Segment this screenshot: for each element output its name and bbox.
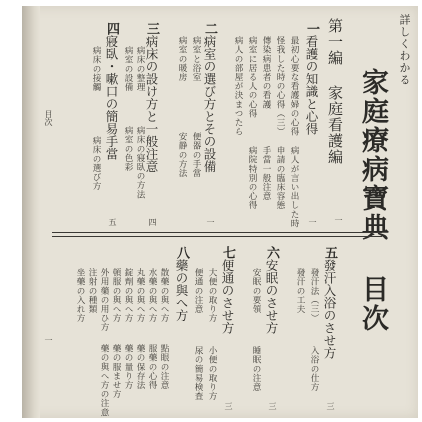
toc-item: 頓服の與へ方: [111, 268, 121, 323]
chapter-title: 病床の設け方と一般注意: [144, 35, 159, 173]
chapter-number: 八: [174, 246, 189, 259]
page-number: 四: [148, 218, 157, 226]
toc-item: 最初心要な看護婦の心得: [289, 36, 299, 137]
toc-item: 病室と浴室: [191, 36, 201, 82]
toc-item: 錠劑の與へ方: [123, 268, 133, 323]
toc-item: 小便の取り方: [207, 346, 217, 401]
toc-item: 怪我した時の心得（三）: [275, 36, 285, 137]
toc-item: 服藥の心得: [147, 344, 157, 390]
chapter-5: [323, 246, 337, 359]
page-number: 一: [308, 218, 317, 226]
toc-item: 坐藥の入れ方: [75, 268, 85, 323]
page-title: 家庭療病寶典 目次: [357, 68, 388, 333]
toc-item: 病室の暖房: [177, 36, 187, 82]
chapter-7: [221, 246, 235, 334]
toc-item: 外用藥の用ひ方: [99, 268, 109, 332]
chapter-number: 一: [304, 22, 319, 35]
toc-item: 發汗法（三）: [309, 268, 319, 323]
chapter-title: 病室の選び方とその設備: [202, 35, 217, 173]
toc-item: 散藥の與へ方: [159, 268, 169, 323]
chapter-title: 寢臥・嗽口の簡易手當: [104, 35, 119, 160]
page-number: 一: [206, 218, 215, 226]
chapter-number: 四: [104, 22, 119, 35]
toc-item: 水藥の與へ方: [147, 268, 157, 323]
page-number: 三: [224, 402, 233, 410]
part-page-number: 一: [334, 216, 343, 224]
part-title: 家庭看護編: [326, 85, 344, 165]
toc-item: 手當一般注意: [261, 146, 271, 201]
toc-item: 病人が言い出した時: [289, 146, 299, 228]
chapter-title: 看護の知識と心得: [304, 35, 319, 135]
toc-item: 病床の接觸: [91, 46, 101, 92]
chapter-4: [105, 22, 119, 160]
toc-item: 病室に居る人の心得: [247, 36, 257, 118]
toc-item: 病床の選び方: [91, 136, 101, 191]
toc-item: 申請の臨床容態: [275, 146, 285, 210]
toc-item: 尿の簡易検査: [193, 346, 203, 401]
chapter-2: [203, 22, 217, 173]
toc-item: 注射の種類: [87, 268, 97, 314]
toc-item: 病床の整理: [135, 46, 145, 92]
page-number: 三: [326, 402, 335, 410]
section-divider-thin: [52, 236, 382, 237]
toc-item: 藥の保存法: [135, 344, 145, 390]
toc-item: 點眼の注意: [159, 344, 169, 390]
toc-item: 安静の方法: [177, 132, 187, 178]
toc-item: 病院特別の心得: [247, 146, 257, 210]
toc-item: 睡眠の注意: [251, 346, 261, 392]
chapter-title: 安眠のさせ方: [264, 259, 279, 334]
toc-item: 病室の色彩: [123, 126, 133, 172]
toc-item: 藥の服ませ方: [111, 344, 121, 399]
page-number: 五: [108, 218, 117, 226]
folio-number: 一: [44, 336, 53, 344]
toc-item: 藥の與へ方の注意: [99, 344, 109, 417]
toc-item: 大便の取り方: [207, 268, 217, 323]
chapter-1: [305, 22, 319, 135]
toc-item: 便通の注意: [193, 268, 203, 314]
chapter-title: 發汗入浴のさせ方: [322, 259, 337, 359]
toc-item: 便器の手當: [191, 132, 201, 178]
toc-item: 病床の寢臥の方法: [135, 126, 145, 199]
page-gutter-shadow: [22, 6, 40, 418]
running-head: 目次: [44, 110, 53, 126]
toc-item: 藥の量り方: [123, 344, 133, 390]
chapter-8: [175, 246, 189, 322]
subtitle: 詳しくわかる: [398, 14, 411, 86]
chapter-title: 便通のさせ方: [220, 259, 235, 334]
chapter-number: 五: [322, 246, 337, 259]
chapter-number: 二: [202, 22, 217, 35]
toc-item: 病人の部屋が決まつたら: [233, 36, 243, 137]
toc-item: 病室の設備: [123, 46, 133, 92]
chapter-number: 六: [264, 246, 279, 259]
toc-item: 發汗の工夫: [295, 268, 305, 314]
part-label: 第一編: [326, 18, 344, 66]
page-number: 三: [268, 402, 277, 410]
toc-item: 入浴の仕方: [309, 346, 319, 392]
toc-item: 丸藥の與へ方: [135, 268, 145, 323]
section-divider: [52, 232, 382, 233]
chapter-3: [145, 22, 159, 173]
chapter-number: 三: [144, 22, 159, 35]
book-page: [22, 6, 418, 418]
toc-item: 安眠の要領: [251, 268, 261, 314]
part-heading: [327, 18, 342, 165]
toc-item: 傳染病患者の看護: [261, 36, 271, 109]
chapter-number: 七: [220, 246, 235, 259]
chapter-title: 藥の與へ方: [174, 259, 189, 322]
chapter-6: [265, 246, 279, 334]
